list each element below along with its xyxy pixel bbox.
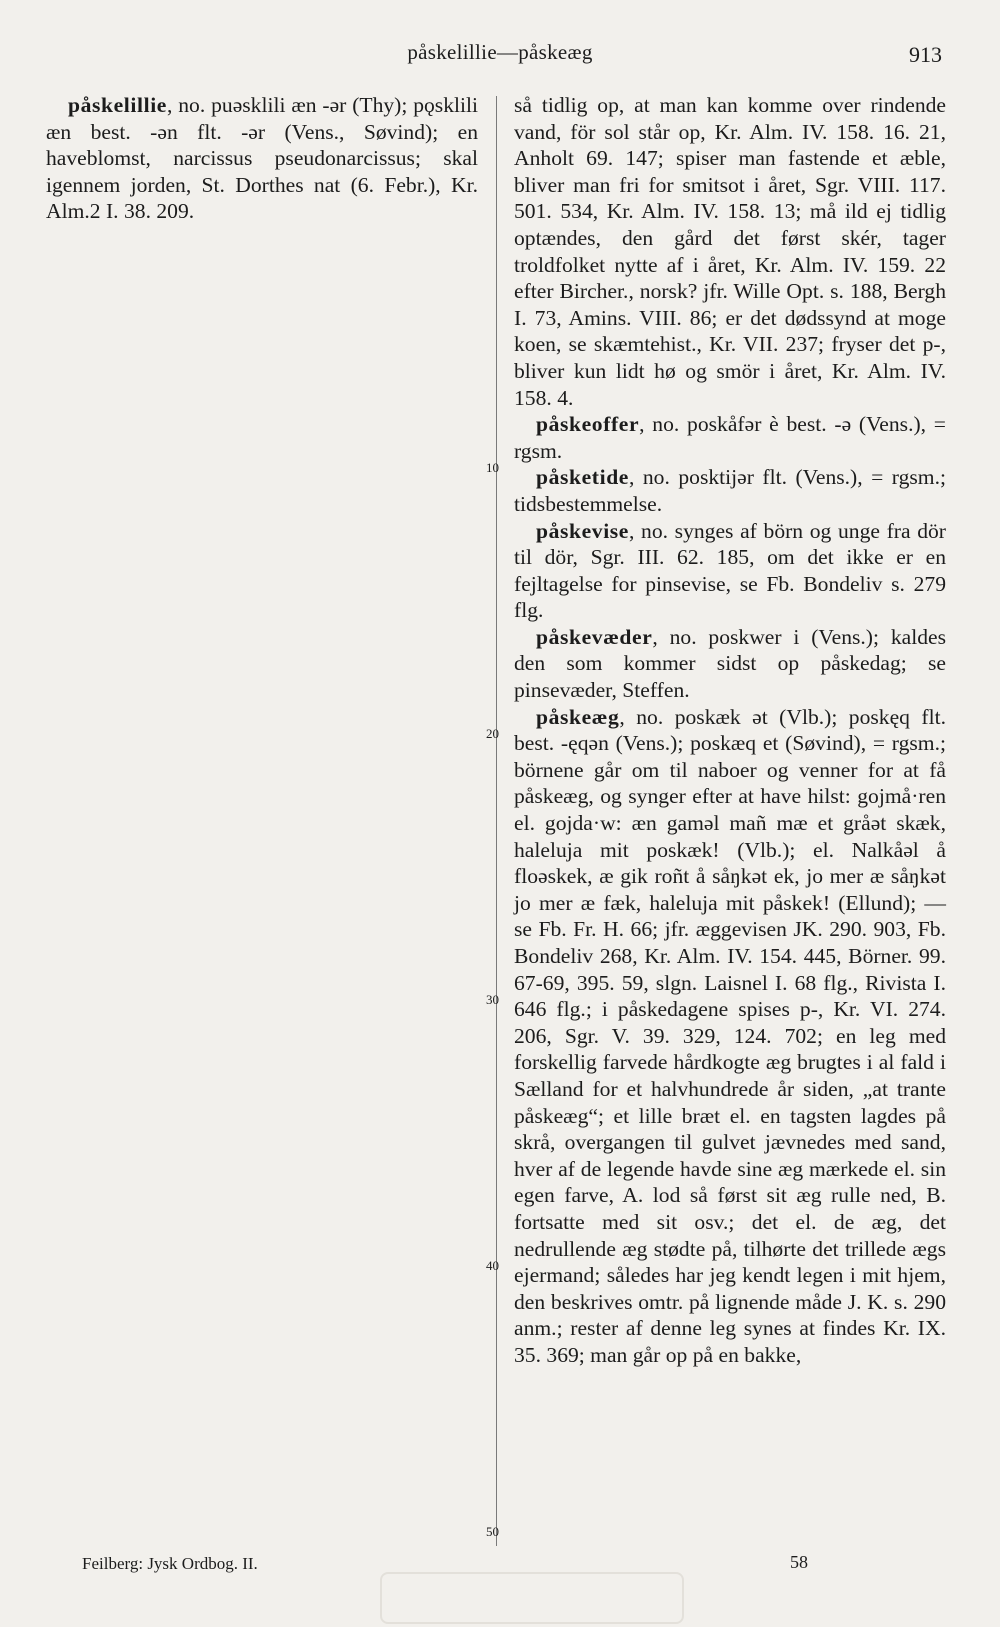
headword: påsketide — [536, 465, 629, 490]
dictionary-entry — [514, 518, 946, 624]
entry-text: , no. poskwer i (Vens.); kaldes den som kommer sidst op påskedag; se pinsevæder, Steffen. — [514, 624, 946, 703]
entry-text: så tidlig op, at man kan komme over rindende vand, för sol står op, Kr. Alm. IV. 158. 16. 21, Anholt 69. 147; spiser man fastende et æble, bliver man fri for smitsot i året, Sgr. VIII. 117. 501. 534, Kr. Alm. IV. 158. 13; må ild ej tidlig optændes, den gård det først skér, tager troldfolket nytte af i året, Kr. Alm. IV. 159. 22 efter Bircher., norsk? jfr. Wille Opt. s. 188, Bergh I. 73, Amins. VIII. 86; er det dødssynd at moge koen, se skæmtehist., Kr. VII. 237; fryser det p-, bliver kun lidt hø og smör i året, Kr. Alm. IV. 158. 4. — [514, 93, 946, 410]
entry-text: , no. posktijər flt. (Vens.), = rgsm.; tidsbestemmelse. — [514, 465, 946, 516]
line-number: 10 — [486, 460, 499, 475]
library-stamp — [380, 1572, 684, 1624]
headword: påskevæder — [536, 624, 653, 649]
headword: påskeoffer — [536, 412, 640, 437]
left-column — [46, 92, 478, 225]
headword: påskelillie — [68, 93, 167, 117]
dictionary-entry-continued — [514, 92, 946, 411]
headword: påskeæg — [536, 704, 620, 729]
headword: påskevise — [536, 518, 629, 543]
entry-text: , no. poskæk ət (Vlb.); poskęq flt. best. -ęqən (Vens.); poskæq et (Søvind), = rgsm.; börnene går om til naboer og venner for at få påskeæg, og synger efter at have hilst: gojmå·ren el. gojda·w: æn gaməl mañ mæ et gråət skæk, haleluja mit poskæk! (Vlb.); el. Nalkåəl å floəskek, æ gik roñt å såŋkət ek, jo mer æ såŋkət jo mer æ fæk, haleluja mit påskek! (Ellund); — se Fb. Fr. H. 66; jfr. æggevisen JK. 290. 903, Fb. Bondeliv 268, Kr. Alm. IV. 154. 445, Börner. 99. 67-69, 395. 59, slgn. Laisnel I. 68 flg., Rivista I. 646 flg.; i påskedagene spises p-, Kr. VI. 274. 206, Sgr. V. 39. 329, 124. 702; en leg med forskellig farvede hårdkogte æg brugtes i al fald i Sælland for et halvhundrede år siden, „at trante påskeæg“; et lille bræt el. en tagsten lagdes på skrå, overgangen til gulvet jævnedes med sand, hver af de legende havde sine æg mærkede el. sin egen farve, A. lod så først sit æg rulle ned, B. fortsatte med sit osv.; det el. de æg, det nedrullende æg stødte på, tilhørte det trillede ægs ejermand; således har jeg kendt legen i mit hjem, den beskrives omtr. på lignende måde J. K. s. 290 anm.; rester af denne leg synes at findes Kr. IX. 35. 369; man går op på en bakke, — [514, 704, 946, 1367]
dictionary-entry — [514, 624, 946, 704]
dictionary-entry — [514, 411, 946, 464]
right-column — [514, 92, 946, 1369]
line-number: 20 — [486, 726, 499, 741]
line-number: 40 — [486, 1258, 499, 1273]
dictionary-entry — [514, 464, 946, 517]
running-title: påskelillie—påskeæg — [407, 40, 593, 64]
sheet-signature: 58 — [790, 1552, 808, 1572]
source-footer: Feilberg: Jysk Ordbog. II. — [82, 1554, 258, 1573]
page-number: 913 — [909, 42, 942, 67]
line-number: 30 — [486, 992, 499, 1007]
entry-text: , no. puəsklili æn -ər (Thy); pǫsklili æn best. -ən flt. -ər (Vens., Søvind); en haveblomst, narcissus pseudonarcissus; skal igennem jorden, St. Dorthes nat (6. Febr.), Kr. Alm.2 I. 38. 209. — [46, 93, 478, 224]
line-number: 50 — [486, 1524, 499, 1539]
page-header — [0, 40, 1000, 80]
dictionary-entry — [514, 704, 946, 1369]
column-divider — [496, 96, 497, 1546]
entry-text: , no. synges af börn og unge fra dör til dör, Sgr. III. 62. 185, om det ikke er en fejltagelse for pinsevise, se Fb. Bondeliv s. 279 flg. — [514, 518, 946, 623]
entry-text: , no. poskåfər è best. -ə (Vens.), = rgsm. — [514, 412, 946, 463]
dictionary-entry — [46, 92, 478, 225]
